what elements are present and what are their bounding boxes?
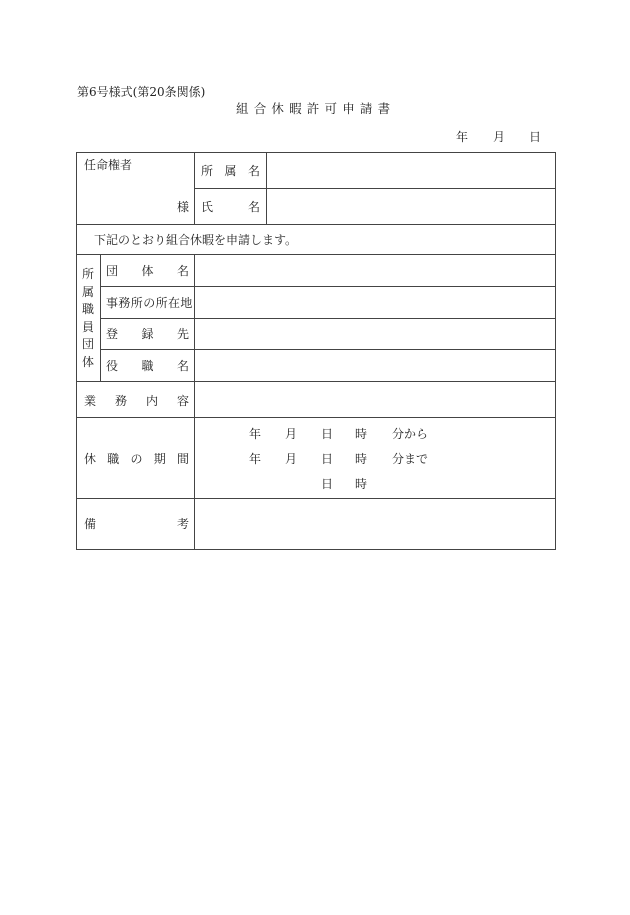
table-line: [100, 254, 101, 381]
remarks-label-char: 考: [176, 517, 189, 531]
appointer-honorific: 様: [177, 200, 190, 214]
affiliation-field[interactable]: [267, 153, 555, 188]
group-name-label-char: 団: [106, 264, 119, 278]
position-label: [106, 360, 189, 372]
table-line: [76, 417, 556, 418]
name-label: [201, 201, 260, 213]
period-start-day: 日: [321, 427, 334, 441]
office-address-label: 事務所の所在地: [106, 296, 193, 310]
statement-text: 下記のとおり組合休暇を申請します。: [94, 233, 298, 247]
registration-label: [106, 328, 189, 340]
period-label: [84, 453, 189, 465]
table-line: [76, 549, 556, 550]
period-start-minute: 分から: [392, 427, 429, 441]
affiliation-label-char: 名: [247, 164, 260, 178]
business-label-char: 業: [84, 394, 97, 408]
period-label-char: 期: [153, 452, 166, 466]
affiliation-label-char: 所: [201, 164, 214, 178]
business-label-char: 務: [114, 394, 127, 408]
registration-label-char: 登: [106, 327, 119, 341]
group-name-label-char: 体: [141, 264, 154, 278]
period-start-year: 年: [249, 427, 262, 441]
name-label-char: 氏: [201, 200, 214, 214]
office-address-field[interactable]: [195, 287, 555, 318]
period-start-hour: 時: [355, 427, 368, 441]
registration-label-char: 先: [176, 327, 189, 341]
registration-field[interactable]: [195, 319, 555, 349]
period-end-day: 日: [321, 452, 334, 466]
period-label-char: 間: [176, 452, 189, 466]
affiliation-label-char: 属: [224, 164, 237, 178]
group-name-label-char: 名: [176, 264, 189, 278]
period-start-month: 月: [285, 427, 298, 441]
position-label-char: 職: [141, 359, 154, 373]
group-name-field[interactable]: [195, 255, 555, 286]
remarks-label: [84, 518, 189, 530]
period-end-year: 年: [249, 452, 262, 466]
date-year-label: 年: [456, 130, 469, 144]
name-field[interactable]: [267, 189, 555, 224]
period-label-char: の: [130, 452, 143, 466]
business-label-char: 内: [145, 394, 158, 408]
period-end-month: 月: [285, 452, 298, 466]
table-line: [76, 152, 77, 550]
form-reference: 第6号様式(第20条関係): [77, 85, 206, 99]
document-title: 組合休暇許可申請書: [236, 101, 396, 116]
business-label: [84, 395, 189, 407]
table-line: [555, 152, 556, 550]
group-side-label: 所属職員団体: [82, 267, 95, 369]
remarks-field[interactable]: [195, 499, 555, 549]
position-field[interactable]: [195, 350, 555, 381]
business-label-char: 容: [176, 394, 189, 408]
date-month-label: 月: [493, 130, 506, 144]
period-end-minute: 分まで: [392, 452, 429, 466]
business-field[interactable]: [195, 382, 555, 417]
name-label-char: 名: [247, 200, 260, 214]
registration-label-char: 録: [141, 327, 154, 341]
remarks-label-char: 備: [84, 517, 97, 531]
position-label-char: 名: [176, 359, 189, 373]
position-label-char: 役: [106, 359, 119, 373]
appointer-label: 任命権者: [84, 158, 133, 172]
affiliation-label: [201, 165, 260, 177]
table-line: [194, 152, 195, 224]
group-name-label: [106, 265, 189, 277]
period-total-day: 日: [321, 477, 334, 491]
period-label-char: 職: [107, 452, 120, 466]
table-line: [76, 224, 556, 225]
date-day-label: 日: [529, 130, 542, 144]
period-end-hour: 時: [355, 452, 368, 466]
period-total-hour: 時: [355, 477, 368, 491]
period-label-char: 休: [84, 452, 97, 466]
